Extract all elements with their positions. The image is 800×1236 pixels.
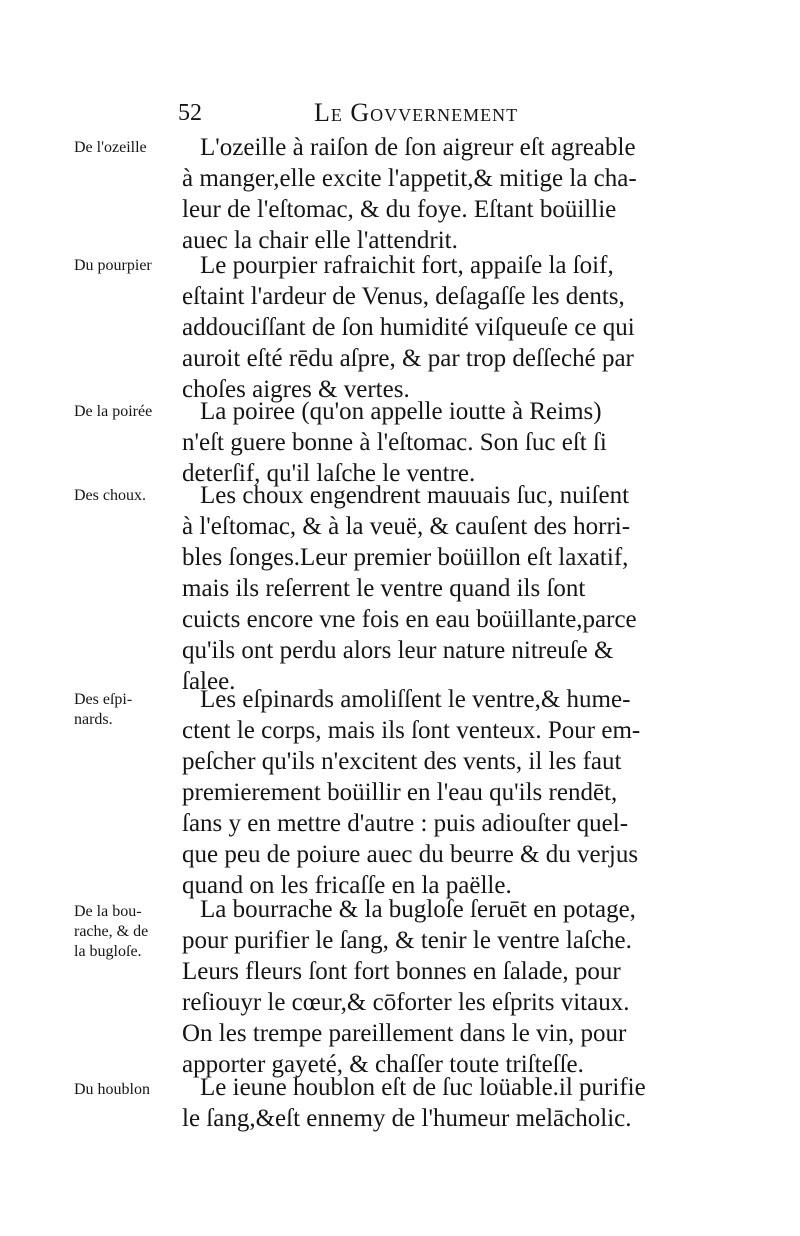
running-title: Le Govvernement (314, 98, 519, 127)
text-line: Les eſpinards amoliſſent le ventre,& hume- (200, 686, 631, 713)
text-line: n'eſt guere bonne à l'eſtomac. Son ſuc eſt ſi (182, 429, 607, 456)
text-line: apporter gayeté, & chaſſer toute triſteſſe. (182, 1051, 584, 1078)
text-line: On les trempe pareillement dans le vin, pour (182, 1020, 627, 1047)
text-line: que peu de poiure auec du beurre & du verjus (182, 841, 639, 868)
text-line: pour purifier le ſang, & tenir le ventre laſche. (182, 927, 632, 954)
text-line: Le ieune houblon eſt de ſuc loüable.il purifie (200, 1074, 646, 1101)
page-header (0, 92, 800, 132)
margin-note-poiree: De la poirée (74, 403, 153, 420)
text-line: eſtaint l'ardeur de Venus, deſagaſſe les dents, (182, 283, 625, 310)
text-line: addouciſſant de ſon humidité viſqueuſe ce qui (182, 314, 635, 341)
margin-note-espinards: Des eſpi- nards. (74, 691, 133, 728)
paragraph-choux (182, 480, 672, 697)
margin-note-ozeille: De l'ozeille (74, 139, 147, 156)
text-line: Le pourpier rafraichit fort, appaiſe la ſoif, (200, 252, 614, 279)
text-line: ſalee. (182, 668, 236, 695)
paragraph-espinards (182, 684, 672, 901)
text-line: le ſang,&eſt ennemy de l'humeur melācholic. (182, 1105, 632, 1132)
text-line: deterſif, qu'il laſche le ventre. (182, 460, 476, 487)
text-line: choſes aigres & vertes. (182, 376, 410, 403)
paragraph-poiree (182, 396, 672, 489)
paragraph-houblon (182, 1072, 672, 1134)
text-line: reſiouyr le cœur,& cōforter les eſprits vitaux. (182, 989, 630, 1016)
text-line: La poiree (qu'on appelle ioutte à Reims) (200, 398, 602, 425)
text-line: cuicts encore vne fois en eau boüillante,parce (182, 606, 637, 633)
margin-note-bourrache: De la bou- rache, & de la bugloſe. (74, 903, 149, 960)
page-number: 52 (178, 100, 202, 126)
text-line: auec la chair elle l'attendrit. (182, 227, 458, 254)
text-line: bles ſonges.Leur premier boüillon eſt laxatif, (182, 544, 629, 571)
text-line: quand on les fricaſſe en la paëlle. (182, 872, 512, 899)
text-line: L'ozeille à raiſon de ſon aigreur eſt agreable (200, 134, 636, 161)
text-line: auroit eſté rēdu aſpre, & par trop deſſeché par (182, 345, 634, 372)
text-line: qu'ils ont perdu alors leur nature nitreuſe & (182, 637, 614, 664)
text-line: leur de l'eſtomac, & du foye. Eſtant boüillie (182, 196, 617, 223)
text-line: Leurs fleurs ſont fort bonnes en ſalade, pour (182, 958, 621, 985)
text-line: premierement boüillir en l'eau qu'ils rendēt, (182, 779, 618, 806)
paragraph-pourpier (182, 250, 672, 405)
text-line: à l'eſtomac, & à la veuë, & cauſent des horri- (182, 513, 631, 540)
text-line: peſcher qu'ils n'excitent des vents, il les faut (182, 748, 622, 775)
text-line: à manger,elle excite l'appetit,& mitige la cha- (182, 165, 637, 192)
text-line: La bourrache & la bugloſe ſeruēt en potage, (200, 896, 636, 923)
paragraph-ozeille (182, 132, 672, 256)
margin-note-choux: Des choux. (74, 487, 146, 504)
paragraph-bourrache (182, 894, 672, 1080)
margin-note-pourpier: Du pourpier (74, 257, 152, 274)
text-line: Les choux engendrent mauuais ſuc, nuiſent (200, 482, 630, 509)
text-line: ſans y en mettre d'autre : puis adiouſter quel- (182, 810, 629, 837)
margin-note-houblon: Du houblon (74, 1081, 150, 1098)
text-line: mais ils reſerrent le ventre quand ils ſont (182, 575, 586, 602)
text-line: ctent le corps, mais ils ſont venteux. Pour em- (182, 717, 641, 744)
